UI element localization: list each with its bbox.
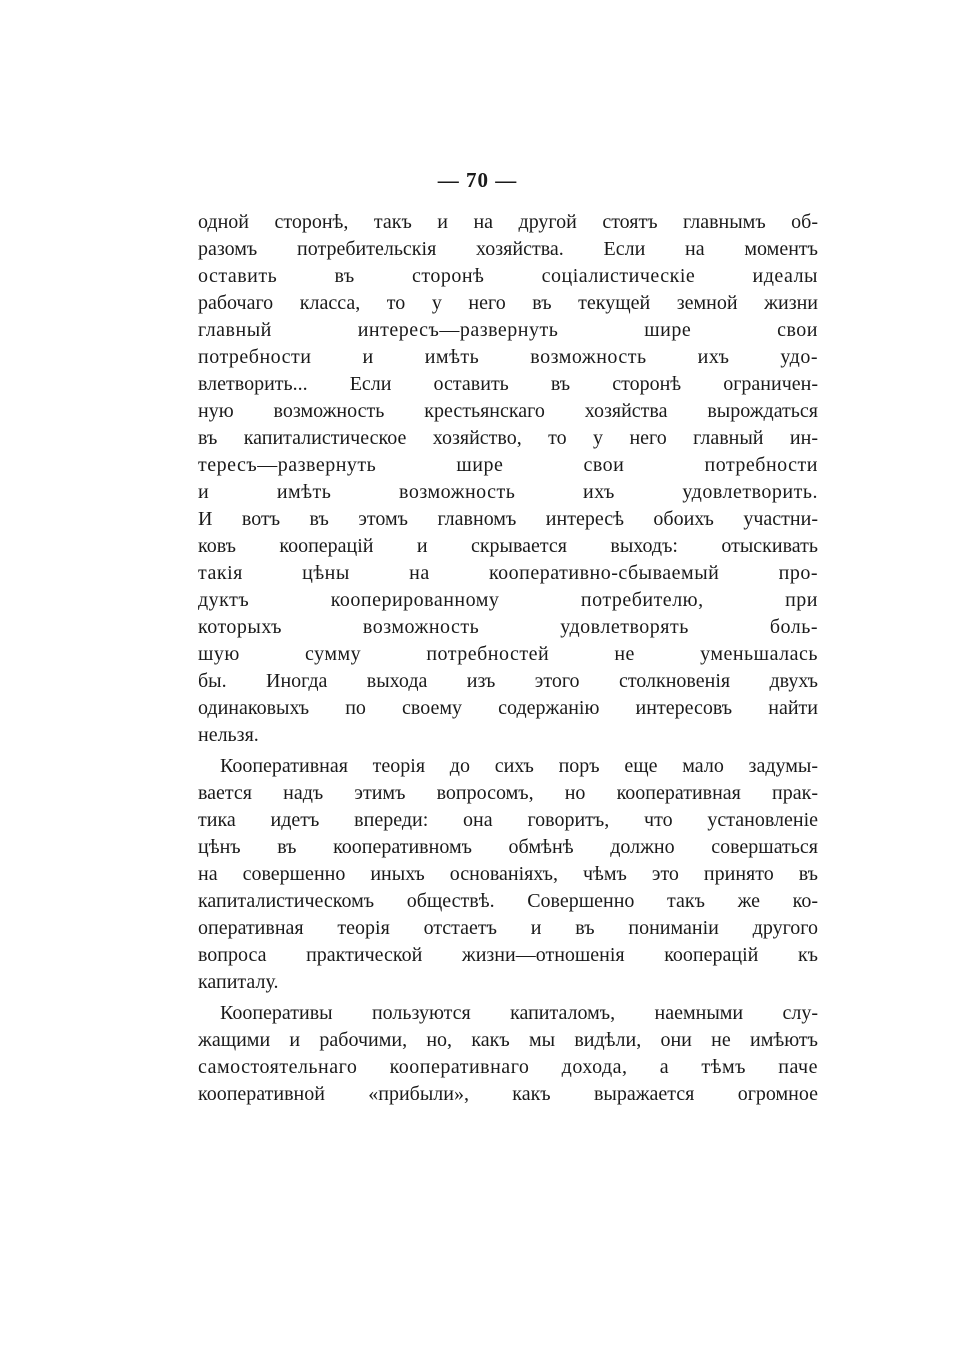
text-line: вопроса практической жизни—отношенія кооперацій къ: [198, 944, 818, 966]
text-line: тересъ—развернуть шире свои потребности: [198, 454, 818, 476]
text-line: ную возможность крестьянскаго хозяйства вырождаться: [198, 400, 818, 422]
text-line: капиталистическомъ обществѣ. Совершенно такъ же ко-: [198, 890, 818, 912]
text-line: кооперативной «прибыли», какъ выражается огромное: [198, 1083, 818, 1105]
text-line: ковъ кооперацій и скрывается выходъ: отыскивать: [198, 535, 818, 557]
paragraph-3: [198, 1000, 818, 1108]
text-line: одной сторонѣ, такъ и на другой стоятъ главнымъ об-: [198, 211, 818, 233]
text-line: вается надъ этимъ вопросомъ, но кооперативная прак-: [198, 782, 818, 804]
text-line: рабочаго класса, то у него въ текущей земной жизни: [198, 292, 818, 314]
text-line: шую сумму потребностей не уменьшалась: [198, 643, 818, 665]
text-line: главный интересъ—развернуть шире свои: [198, 319, 818, 341]
text-line: цѣнъ въ кооперативномъ обмѣнѣ должно совершаться: [198, 836, 818, 858]
text-line: въ капиталистическое хозяйство, то у него главный ин-: [198, 427, 818, 449]
text-line: и имѣть возможность ихъ удовлетворить.: [198, 481, 818, 503]
body-text: [198, 209, 818, 1108]
text-line: на совершенно иныхъ основаніяхъ, чѣмъ это принято въ: [198, 863, 818, 885]
text-line: бы. Иногда выхода изъ этого столкновенія двухъ: [198, 670, 818, 692]
page-number: — 70 —: [437, 168, 518, 192]
text-line: капиталу.: [198, 971, 279, 993]
text-line: жащими и рабочими, но, какъ мы видѣли, они не имѣютъ: [198, 1029, 818, 1051]
text-line: нельзя.: [198, 724, 259, 746]
text-line: Кооперативы пользуются капиталомъ, наемными слу-: [220, 1002, 818, 1024]
text-line: И вотъ въ этомъ главномъ интересѣ обоихъ участни-: [198, 508, 818, 530]
text-line: самостоятельнаго кооперативнаго дохода, а тѣмъ паче: [198, 1056, 818, 1078]
text-line: Кооперативная теорія до сихъ поръ еще мало задумы-: [220, 755, 818, 777]
text-line: оставить въ сторонѣ соціалистическіе идеалы: [198, 265, 818, 287]
text-line: которыхъ возможность удовлетворять боль-: [198, 616, 818, 638]
text-line: потребности и имѣть возможность ихъ удо-: [198, 346, 818, 368]
text-line: дуктъ кооперированному потребителю, при: [198, 589, 818, 611]
text-line: влетворить... Если оставить въ сторонѣ ограничен-: [198, 373, 818, 395]
text-line: тика идетъ впереди: она говоритъ, что установленіе: [198, 809, 818, 831]
text-line: оперативная теорія отстаетъ и въ пониманіи другого: [198, 917, 818, 939]
text-line: такія цѣны на кооперативно-сбываемый про-: [198, 562, 818, 584]
text-line: разомъ потребительскія хозяйства. Если на моментъ: [198, 238, 818, 260]
paragraph-1: [198, 209, 818, 749]
text-line: одинаковыхъ по своему содержанію интересовъ найти: [198, 697, 818, 719]
paragraph-2: [198, 753, 818, 996]
